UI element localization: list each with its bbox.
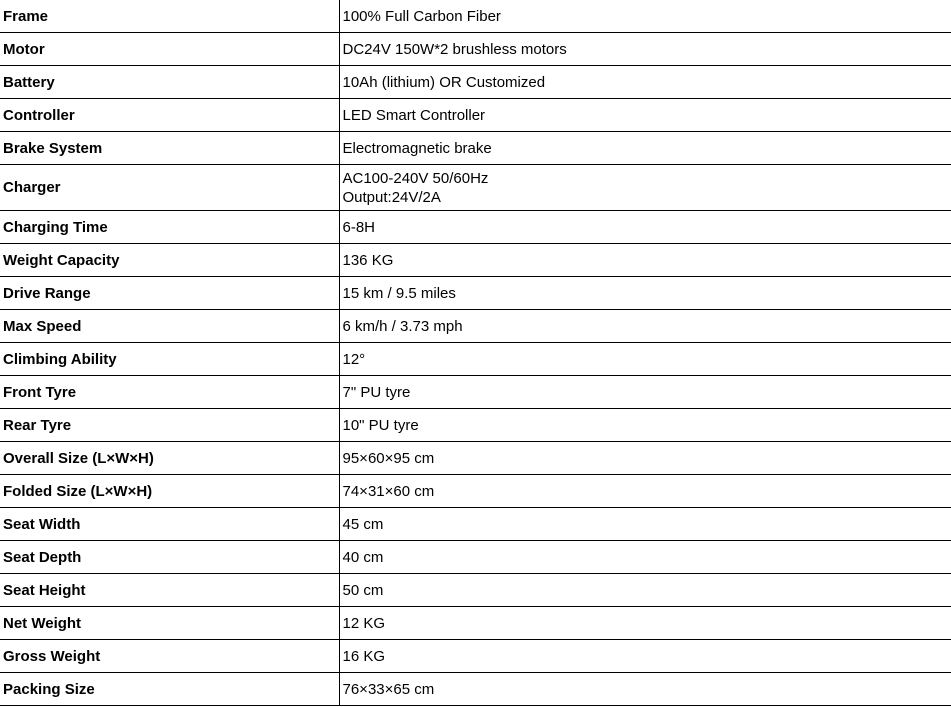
spec-label: Motor <box>0 33 339 66</box>
table-row <box>0 343 951 376</box>
spec-label: Drive Range <box>0 277 339 310</box>
spec-label: Gross Weight <box>0 640 339 673</box>
table-row <box>0 673 951 706</box>
table-row <box>0 310 951 343</box>
spec-value <box>339 165 951 211</box>
table-row <box>0 99 951 132</box>
spec-value: 6-8H <box>339 211 951 244</box>
spec-value: LED Smart Controller <box>339 99 951 132</box>
spec-label: Climbing Ability <box>0 343 339 376</box>
table-row <box>0 640 951 673</box>
table-row <box>0 409 951 442</box>
spec-value: DC24V 150W*2 brushless motors <box>339 33 951 66</box>
spec-value: 15 km / 9.5 miles <box>339 277 951 310</box>
spec-value: 76×33×65 cm <box>339 673 951 706</box>
spec-value: 95×60×95 cm <box>339 442 951 475</box>
table-row <box>0 607 951 640</box>
spec-value: 10" PU tyre <box>339 409 951 442</box>
table-row <box>0 132 951 165</box>
spec-label: Folded Size (L×W×H) <box>0 475 339 508</box>
spec-value: 7" PU tyre <box>339 376 951 409</box>
spec-label: Battery <box>0 66 339 99</box>
spec-value: 45 cm <box>339 508 951 541</box>
table-row <box>0 165 951 211</box>
spec-value: Electromagnetic brake <box>339 132 951 165</box>
spec-value: 100% Full Carbon Fiber <box>339 0 951 33</box>
spec-label: Charging Time <box>0 211 339 244</box>
table-row <box>0 0 951 33</box>
spec-label: Weight Capacity <box>0 244 339 277</box>
spec-value: 6 km/h / 3.73 mph <box>339 310 951 343</box>
spec-value: 12° <box>339 343 951 376</box>
spec-value: 16 KG <box>339 640 951 673</box>
table-row <box>0 33 951 66</box>
spec-value-line: AC100-240V 50/60Hz <box>342 169 489 187</box>
spec-value: 12 KG <box>339 607 951 640</box>
spec-label: Seat Height <box>0 574 339 607</box>
spec-value-line: Output:24V/2A <box>342 188 441 206</box>
table-row <box>0 277 951 310</box>
spec-label: Frame <box>0 0 339 33</box>
spec-value: 50 cm <box>339 574 951 607</box>
spec-value: 10Ah (lithium) OR Customized <box>339 66 951 99</box>
spec-label: Seat Depth <box>0 541 339 574</box>
spec-value: 40 cm <box>339 541 951 574</box>
table-row <box>0 376 951 409</box>
table-row <box>0 475 951 508</box>
spec-label: Brake System <box>0 132 339 165</box>
table-row <box>0 442 951 475</box>
table-row <box>0 541 951 574</box>
table-row <box>0 211 951 244</box>
spec-label: Seat Width <box>0 508 339 541</box>
spec-label: Net Weight <box>0 607 339 640</box>
spec-label: Rear Tyre <box>0 409 339 442</box>
spec-value: 74×31×60 cm <box>339 475 951 508</box>
spec-label: Overall Size (L×W×H) <box>0 442 339 475</box>
table-row <box>0 244 951 277</box>
spec-label: Controller <box>0 99 339 132</box>
table-row <box>0 66 951 99</box>
table-row <box>0 508 951 541</box>
spec-value: 136 KG <box>339 244 951 277</box>
spec-label: Packing Size <box>0 673 339 706</box>
table-row <box>0 574 951 607</box>
spec-label: Max Speed <box>0 310 339 343</box>
spec-label: Charger <box>0 165 339 211</box>
spec-label: Front Tyre <box>0 376 339 409</box>
